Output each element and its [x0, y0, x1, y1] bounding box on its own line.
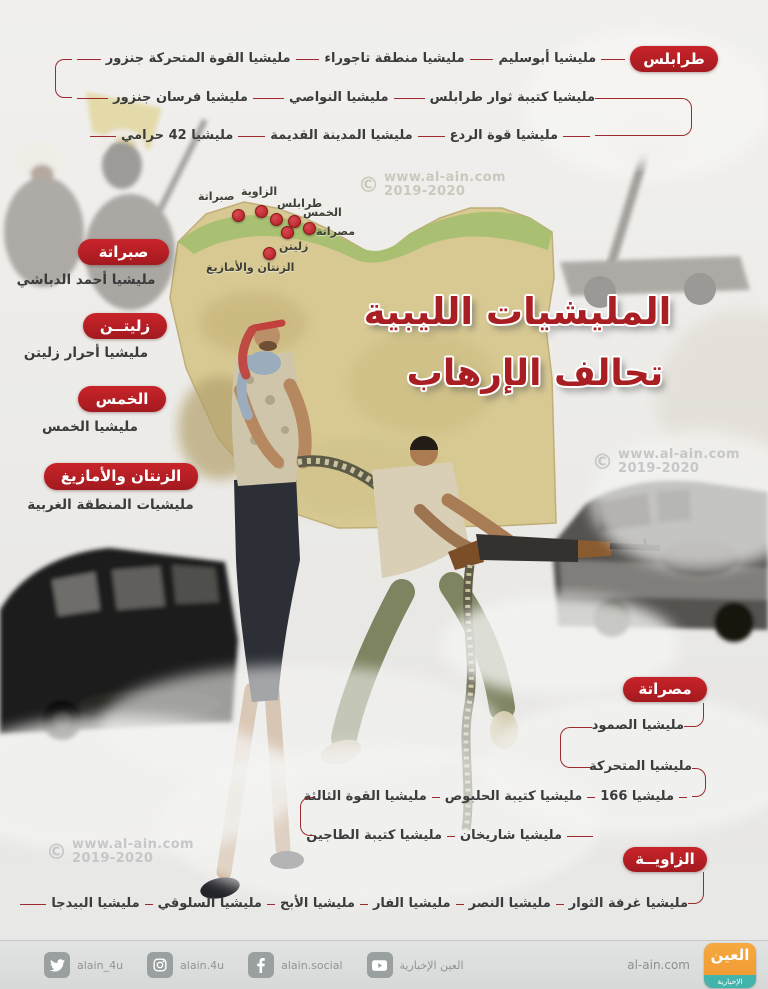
- city-dot-zintan: [263, 247, 276, 260]
- social-links: [44, 952, 464, 978]
- militia-name: مليشيا المتحركة: [589, 759, 692, 774]
- city-label-khoms: الخمس: [303, 206, 342, 219]
- connector-bracket: [595, 98, 692, 136]
- militia-name: مليشيا كتيبة ثوار طرابلس: [429, 90, 595, 105]
- badge-misrata: مصراتة: [623, 677, 707, 702]
- footer-bar: [0, 940, 768, 989]
- militia-name: مليشيا أحرار زليتن: [23, 345, 149, 361]
- connector-line: [587, 797, 595, 798]
- connector-bracket: [692, 768, 706, 797]
- militia-name: مليشيا أبوسليم: [498, 51, 597, 66]
- social-handle: العين الإخبارية: [399, 958, 464, 972]
- connector-line: [238, 136, 265, 137]
- militia-name: مليشيا منطقة تاجوراء: [324, 51, 465, 66]
- city-dot-zliten: [281, 226, 294, 239]
- militia-name: مليشيا الأبح: [279, 896, 355, 911]
- badge-khoms: الخمس: [78, 386, 166, 412]
- connector-line: [456, 904, 464, 905]
- city-label-sabratha: صبراتة: [198, 190, 235, 203]
- misrata-row-2: [306, 825, 598, 847]
- connector-bracket: [55, 59, 72, 98]
- connector-line: [563, 136, 590, 137]
- connector-line: [360, 904, 368, 905]
- city-label-misrata: مصراتة: [316, 225, 356, 238]
- militia-name: مليشيا السلوقي: [157, 896, 262, 911]
- militia-name: مليشيات المنطقة الغربية: [27, 497, 194, 513]
- copyright-icon: ©: [358, 172, 379, 197]
- social-youtube: [367, 952, 464, 978]
- connector-line: [267, 904, 275, 905]
- tripoli-row-1: [72, 48, 630, 70]
- connector-bracket: [560, 727, 592, 768]
- connector-bracket: [688, 872, 704, 904]
- militia-name: مليشيا المدينة القديمة: [270, 128, 413, 143]
- social-handle: alain_4u: [77, 958, 124, 972]
- militia-name: مليشيا النصر: [468, 896, 551, 911]
- connector-line: [77, 98, 108, 99]
- alain-logo-text: العين: [710, 946, 750, 964]
- connector-line: [20, 904, 46, 905]
- city-label-zawiya: الزاوية: [241, 185, 278, 198]
- militia-name: مليشيا النواصي: [289, 90, 389, 105]
- badge-sabratha: صبراتة: [78, 239, 169, 265]
- copyright-icon: ©: [46, 839, 67, 864]
- social-handle: alain.social: [281, 958, 343, 972]
- alain-logo-subtext: الإخبارية: [704, 975, 756, 988]
- connector-line: [418, 136, 445, 137]
- connector-line: [556, 904, 564, 905]
- connector-line: [145, 904, 153, 905]
- militia-name: مليشيا البيدجا: [51, 896, 140, 911]
- instagram-icon: [147, 952, 173, 978]
- militia-name: مليشيا الخمس: [42, 419, 138, 435]
- connector-line: [394, 98, 425, 99]
- alain-logo: [704, 943, 756, 988]
- city-dot-misrata: [303, 222, 316, 235]
- city-label-tripoli: طرابلس: [277, 197, 323, 210]
- city-dot-sabratha: [232, 209, 245, 222]
- website-url: al-ain.com: [627, 958, 690, 972]
- social-handle: alain.4u: [180, 958, 225, 972]
- social-instagram: [147, 952, 224, 978]
- militia-name: مليشيا غرفة الثوار: [568, 896, 688, 911]
- connector-line: [296, 59, 320, 60]
- badge-tripoli: طرابلس: [630, 46, 718, 72]
- city-dot-zawiya: [255, 205, 268, 218]
- militia-name: مليشيا قوة الردع: [449, 128, 559, 143]
- city-label-zliten: زليتن: [279, 240, 309, 253]
- facebook-icon: [248, 952, 274, 978]
- tripoli-row-2: [72, 87, 595, 109]
- badge-zintan-amazigh: الزنتان والأمازيغ: [44, 463, 198, 490]
- militia-name: مليشيا كتيبة الحلبوص: [444, 789, 583, 804]
- militia-name: مليشيا الفار: [372, 896, 451, 911]
- badge-zawiya: الزاويــة: [623, 847, 707, 872]
- connector-bracket: [684, 703, 704, 727]
- poster-title-line1: المليشيات الليبية: [363, 290, 672, 333]
- connector-line: [601, 59, 625, 60]
- watermark: © www.al-ain.com 2019-2020: [358, 170, 506, 199]
- tripoli-row-3: [85, 125, 595, 147]
- poster-title-line2: تحالف الإرهاب: [406, 353, 664, 394]
- militia-name: مليشيا الصمود: [591, 718, 684, 733]
- connector-line: [470, 59, 494, 60]
- connector-line: [432, 797, 440, 798]
- militia-name: مليشيا 42 حرامي: [120, 128, 234, 143]
- militia-name: مليشيا كتيبة الطاجين: [306, 828, 443, 843]
- militia-name: مليشيا شاريخان: [460, 828, 562, 843]
- watermark: © www.al-ain.com 2019-2020: [46, 837, 194, 866]
- militia-name: مليشيا فرسان جنزور: [113, 90, 248, 105]
- twitter-icon: [44, 952, 70, 978]
- militia-name: مليشيا القوة المتحركة جنزور: [105, 51, 291, 66]
- connector-line: [90, 136, 116, 137]
- connector-line: [567, 836, 593, 837]
- social-facebook: [248, 952, 342, 978]
- badge-zliten: زليتــن: [83, 313, 167, 339]
- copyright-icon: ©: [592, 449, 613, 474]
- zawiya-row: [26, 893, 688, 915]
- city-dot-tripoli: [270, 213, 283, 226]
- connector-line: [253, 98, 284, 99]
- militia-name: مليشيا 166: [600, 789, 674, 804]
- militia-name: مليشيا أحمد الدباشي: [16, 272, 156, 288]
- misrata-row-1: [303, 786, 692, 808]
- connector-line: [679, 797, 687, 798]
- youtube-icon: [367, 952, 393, 978]
- militia-name: مليشيا القوة الثالثة: [303, 789, 427, 804]
- social-twitter: [44, 952, 123, 978]
- city-label-zintan: الزنتان والأمازيغ: [206, 261, 295, 274]
- connector-line: [447, 836, 455, 837]
- connector-line: [77, 59, 101, 60]
- watermark: © www.al-ain.com 2019-2020: [592, 447, 740, 476]
